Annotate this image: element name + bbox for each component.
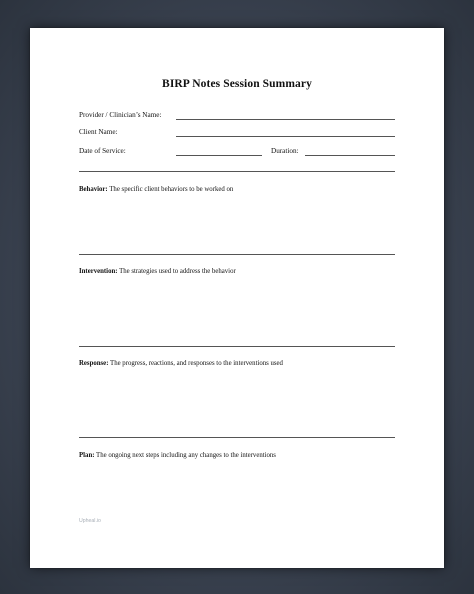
- provider-row: [79, 110, 399, 122]
- behavior-description: The specific client behaviors to be worked on: [107, 186, 234, 193]
- provider-label: Provider / Clinician’s Name:: [79, 111, 162, 119]
- intervention-heading: Intervention:: [79, 268, 118, 275]
- provider-input-line[interactable]: [176, 119, 395, 120]
- document-page: [30, 28, 444, 568]
- duration-input-line[interactable]: [305, 155, 395, 156]
- plan-heading: Plan:: [79, 452, 95, 459]
- section-plan: [79, 451, 399, 460]
- divider-top: [79, 171, 395, 172]
- response-description: The progress, reactions, and responses to the interventions used: [108, 360, 283, 367]
- divider-intervention: [79, 346, 395, 347]
- client-input-line[interactable]: [176, 136, 395, 137]
- client-row: [79, 127, 399, 139]
- plan-description: The ongoing next steps including any changes to the interventions: [94, 452, 276, 459]
- footer-watermark: Upheal.io: [79, 518, 101, 524]
- date-input-line[interactable]: [176, 155, 262, 156]
- client-label: Client Name:: [79, 128, 118, 136]
- section-response: [79, 359, 399, 368]
- section-intervention: [79, 267, 399, 276]
- divider-response: [79, 437, 395, 438]
- section-behavior: [79, 185, 399, 194]
- behavior-heading: Behavior:: [79, 186, 108, 193]
- divider-behavior: [79, 254, 395, 255]
- duration-label: Duration:: [271, 147, 299, 155]
- response-heading: Response:: [79, 360, 109, 367]
- document-title: BIRP Notes Session Summary: [162, 78, 312, 90]
- date-duration-row: [79, 146, 399, 158]
- intervention-description: The strategies used to address the behavior: [117, 268, 236, 275]
- date-label: Date of Service:: [79, 147, 126, 155]
